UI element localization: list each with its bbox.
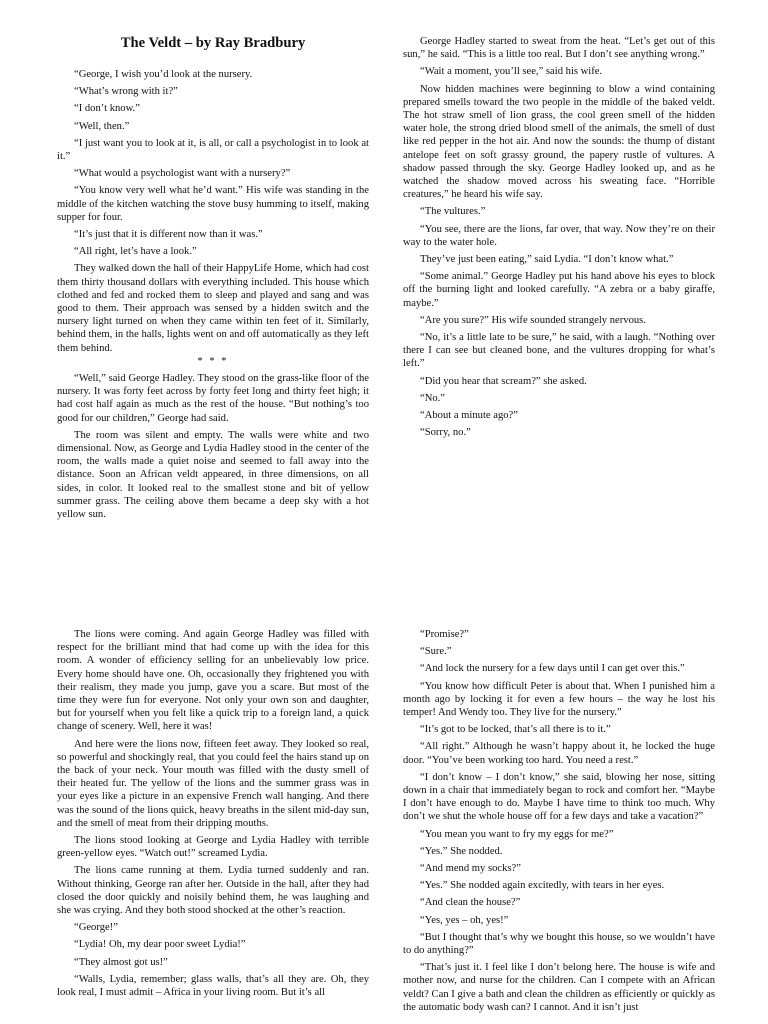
paragraph: “Sure.” [420,646,452,658]
paragraph: “George!” [74,922,118,934]
paragraph: “You know how difficult Peter is about that. When I punished him a month ago by locking it for even a few hours – the way he lost his temper! And Wendy too. They live for the nursery.” [403,680,715,719]
paragraph: “You see, there are the lions, far over, that way. Now they’re on their way to the water hole. [403,223,715,248]
paragraph: “It’s got to be locked, that’s all there is to it.” [420,724,611,736]
paragraph: “And mend my socks?” [420,863,521,875]
paragraph: “Yes, yes – oh, yes!” [420,914,509,926]
paragraph: “You mean you want to fry my eggs for me?” [420,828,614,840]
paragraph: The lions were coming. And again George Hadley was filled with respect for the brilliant mind that had come up with the idea for this room. A wonder of efficiency selling for an unbelievably low price. Every home should have one. Oh, occasionally they frightened you with their realism, they made you jump, gave you a scare. But most of the time they were fun for everyone. Not only your own son and daughter, but for yourself when you felt like a quick trip to a foreign land, a quick change of scenery. Well, here it was! [57,629,369,733]
paragraph: “I don’t know – I don’t know,” she said, blowing her nose, sitting down in a chair that immediately began to rock and comfort her. “Maybe I don’t have enough to do. Maybe I have time to think too much. Why don’t we shut the whole house off for a few days and take a vacation?” [403,771,715,823]
paragraph: “That’s just it. I feel like I don’t belong here. The house is wife and mother now, and nurse for the children. Can I compete with an African veldt? Can I give a bath and clean the children as efficiently or quickly as the automatic body wash can? I cannot. And it isn’t just [403,962,715,1013]
paragraph: “Wait a moment, you’ll see,” said his wife. [420,66,603,78]
paragraph: “It’s just that it is different now than it was.” [74,229,263,241]
paragraph: “Some animal.” George Hadley put his hand above his eyes to block off the burning light and looked carefully. “A zebra or a baby giraffe, maybe.” [403,271,715,309]
paragraph: “All right.” Although he wasn’t happy about it, he locked the huge door. “You’ve been working too hard. You need a rest.” [403,741,715,766]
paragraph: And here were the lions now, fifteen feet away. They looked so real, so powerful and shockingly real, that you could feel the hairs stand up on the back of your neck. Your mouth was filled with the dusty smell of their heated fur. The yellow of the lions and the summer grass was in your eyes like a picture in an expensive French wall hanging. And there was the sound of the lions quick, heavy breaths in the silent mid-day sun, and the smell of meat from their dripping mouths. [57,738,369,829]
paragraph: The lions came running at them. Lydia turned suddenly and ran. Without thinking, George ran after her. Outside in the hall, after they had closed the door quickly and noisily behind them, he was laughing and she was crying. And they both stood shocked at the other’s reaction. [57,865,369,917]
paragraph: “What’s wrong with it?” [74,86,178,98]
paragraph: “I don’t know.” [74,103,140,115]
paragraph: “The vultures.” [420,206,486,218]
paragraph: “And clean the house?” [420,897,521,909]
paragraph: “They almost got us!” [74,956,168,968]
paragraph: “But I thought that’s why we bought this house, so we wouldn’t have to do anything?” [403,931,715,957]
bottom-right-column [403,628,715,1018]
paragraph: “I just want you to look at it, is all, or call a psychologist in to look at it.” [57,137,369,163]
paragraph: They’ve just been eating,” said Lydia. “I don’t know what.” [420,254,674,266]
bottom-page [0,620,768,1024]
paragraph: “Walls, Lydia, remember; glass walls, that’s all they are. Oh, they look real, I must admit – Africa in your living room. But it’s all [57,973,369,999]
paragraph: “Are you sure?” His wife sounded strangely nervous. [420,314,646,326]
top-right-column [403,35,715,443]
story-title: The Veldt – by Ray Bradbury [120,35,306,51]
paragraph: “Did you hear that scream?” she asked. [420,375,587,387]
paragraph: “You know very well what he’d want.” His wife was standing in the middle of the kitchen watching the stove busy humming to itself, making supper for four. [57,185,369,223]
paragraph: “Sorry, no.” [420,427,471,439]
paragraph: The lions stood looking at George and Lydia Hadley with terrible green-yellow eyes. “Watch out!” screamed Lydia. [57,835,369,860]
paragraph: They walked down the hall of their HappyLife Home, which had cost them thirty thousand dollars with everything included. This house which clothed and fed and rocked them to sleep and played and sang and was good to them. Their approach was sensed by a hidden switch and the nursery light turned on when they came within ten feet of it. Similarly, behind them, in the halls, lights went on and off automatically as they left them behind. [57,263,369,354]
paragraph: “And lock the nursery for a few days until I can get over this.” [420,663,685,675]
paragraph: “Yes.” She nodded again excitedly, with tears in her eyes. [420,880,665,892]
paragraph: The room was silent and empty. The walls were white and two dimensional. Now, as George and Lydia Hadley stood in the center of the room, the walls made a quiet noise and seemed to fall away into the distance. Soon an African veldt appeared, in three dimensions, on all sides, in color. It looked real to the smallest stone and bit of yellow summer grass. The ceiling above them became a deep sky with a hot yellow sun. [57,429,369,521]
paragraph: “George, I wish you’d look at the nursery. [74,69,253,80]
bottom-left-column [57,628,369,1003]
paragraph: “About a minute ago?” [420,410,518,422]
paragraph: “Well,” said George Hadley. They stood on the grass-like floor of the nursery. It was forty feet across by forty feet long and thirty feet high; it had cost half again as much as the rest of the house. “But nothing’s too good for our children,” George had said. [57,373,369,424]
paragraph: George Hadley started to sweat from the heat. “Let’s get out of this sun,” he said. “This is a little too real. But I don’t see anything wrong.” [403,36,715,61]
paragraph: “All right, let’s have a look.” [74,246,197,258]
paragraph: “Lydia! Oh, my dear poor sweet Lydia!” [74,939,246,951]
paragraph: “No, it’s a little late to be sure,” he said, with a laugh. “Nothing over there I can see but cleaned bone, and the vultures dropping for what’s left.” [403,332,715,370]
section-separator: * * * [197,355,229,367]
paragraph: Now hidden machines were beginning to blow a wind containing prepared smells toward the two people in the middle of the baked veldt. The hot straw smell of lion grass, the cool green smell of the hidden water hole, the strong dried blood smell of the animals, the smell of dust like red pepper in the hot air. And now the sounds: the thump of distant antelope feet on soft grassy ground, the papery rustle of vultures. A shadow passed through the sky. George Hadley looked up, and as he watched the shadow moved across his sweating face. “Horrible creatures,” he heard his wife say. [403,83,715,201]
paragraph: “What would a psychologist want with a nursery?” [74,168,291,180]
paragraph: “No.” [420,392,445,404]
paragraph: “Promise?” [420,629,469,640]
paragraph: “Yes.” She nodded. [420,845,503,857]
paragraph: “Well, then.” [74,120,130,132]
top-left-column [57,34,369,525]
